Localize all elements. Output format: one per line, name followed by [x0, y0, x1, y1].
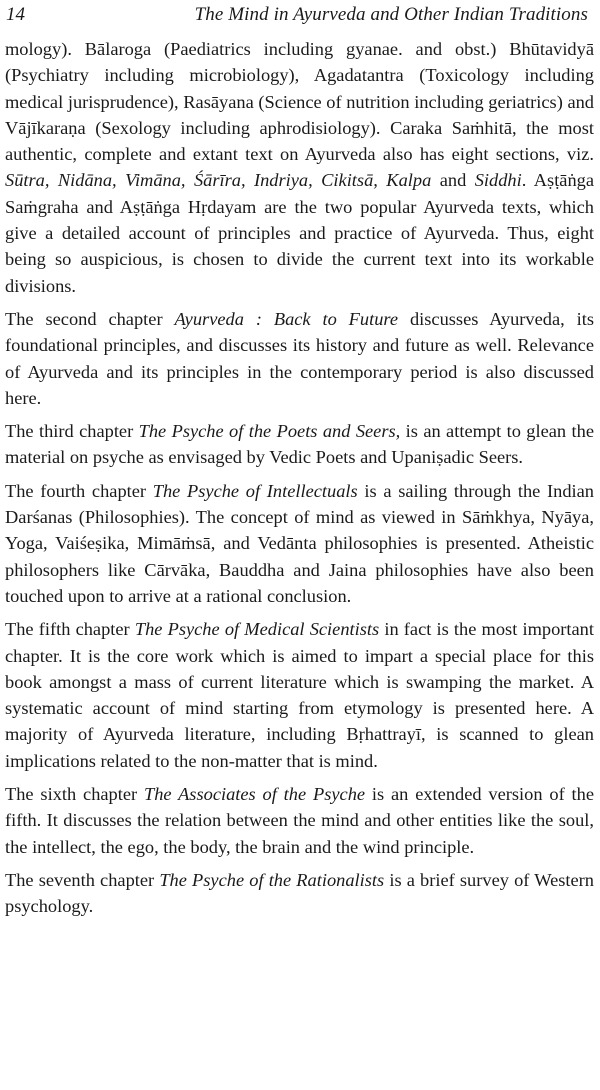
italic-text: The Psyche of Medical Scientists: [134, 619, 380, 640]
text-run: is an attempt to glean the material on psyche as envisaged by Vedic Poets and Upaniṣadic Seers.: [5, 421, 594, 468]
text-run: The fourth chapter: [5, 480, 153, 501]
paragraph: [5, 616, 594, 774]
italic-text: The Psyche of the Rationalists: [159, 869, 385, 890]
running-title: The Mind in Ayurveda and Other Indian Traditions: [194, 4, 588, 25]
body-text: [5, 36, 594, 920]
text-run: is a brief survey of Western psychology.: [5, 869, 594, 917]
paragraph: [5, 36, 594, 299]
text-run: and: [431, 170, 475, 191]
italic-text: Ayurveda : Back to Future: [174, 308, 399, 329]
italic-text: The Psyche of the Poets and Seers,: [138, 421, 401, 442]
paragraph: [5, 478, 594, 609]
text-run: The sixth chapter: [5, 784, 144, 805]
text-run: discusses Ayurveda, its foundational principles, and discusses its history and future as well. Relevance of Ayurveda and its principles in the contemporary period is also discussed here.: [5, 308, 594, 408]
text-run: mology). Bālaroga (Paediatrics including gyanae. and obst.) Bhūtavidyā (Psychiatry including microbiology), Agadatantra (Toxicology including medical jurisprudence), Rasāyana (Science of nutrition including geriatrics) and Vājīkaraṇa (Sexology including aphrodisiology). Caraka Saṁhitā, the most authentic, complete and extant text on Ayurveda also has eight sections, viz.: [5, 39, 594, 165]
paragraph: [5, 867, 594, 920]
italic-text: The Psyche of Intellectuals: [152, 480, 358, 501]
paragraph: [5, 306, 594, 411]
italic-text: Siddhi: [474, 170, 522, 191]
text-run: The seventh chapter: [5, 869, 160, 890]
text-run: in fact is the most important chapter. It is the core work which is aimed to impart a special place for this book amongst a mass of current literature which is swamping the market. A systematic account of mind starting from etymology is presented here. A majority of Ayurveda literature, including Bṛhattrayī, is scanned to glean implications related to the non-matter that is mind.: [5, 619, 594, 771]
text-run: The third chapter: [5, 421, 139, 442]
text-run: is an extended version of the fifth. It discusses the relation between the mind and other entities like the soul, the intellect, the ego, the body, the brain and the wind principle.: [5, 784, 594, 857]
text-run: The fifth chapter: [5, 619, 135, 640]
running-header: [5, 0, 594, 36]
page-number: 14: [6, 4, 25, 25]
italic-text: Sūtra, Nidāna, Vimāna, Śārīra, Indriya, Cikitsā, Kalpa: [5, 170, 432, 191]
text-run: is a sailing through the Indian Darśanas (Philosophies). The concept of mind as viewed in Sāṁkhya, Nyāya, Yoga, Vaiśeṣika, Mimāṁsā, and Vedānta philosophies is presented. Atheistic philosophers like Cārvāka, Bauddha and Jaina philosophies have also been touched upon to arrive at a rational conclusion.: [5, 480, 594, 606]
text-run: . Aṣṭāṅga Saṁgraha and Aṣṭāṅga Hṛdayam are the two popular Ayurveda texts, which give a detailed account of principles and practice of Ayurveda. Thus, eight being so auspicious, is chosen to divide the current text into its workable divisions.: [5, 170, 595, 296]
paragraph: [5, 418, 594, 471]
paragraph: [5, 781, 594, 860]
text-run: The second chapter: [5, 308, 175, 329]
italic-text: The Associates of the Psyche: [143, 784, 366, 805]
